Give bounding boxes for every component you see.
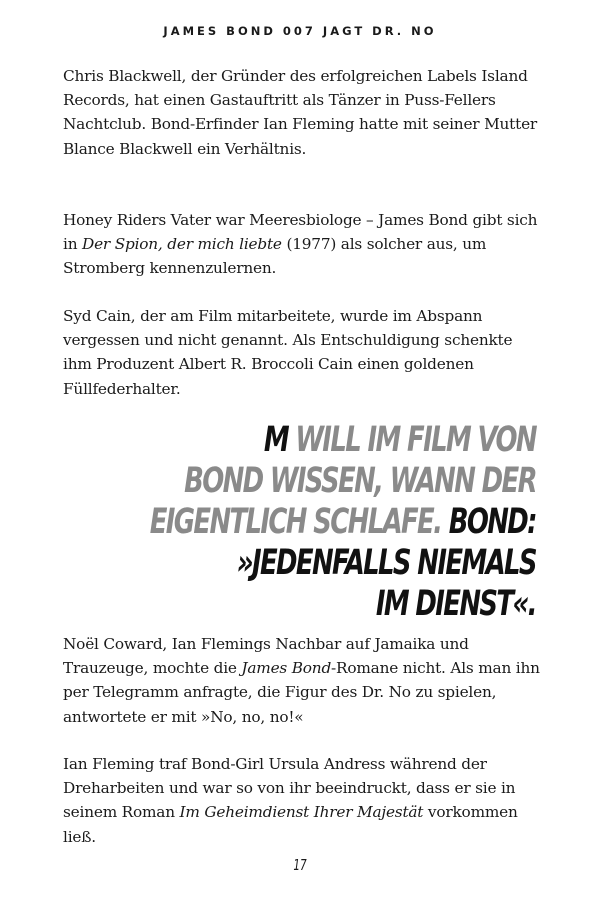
quote-text: EIGENTLICH SCHLAFE. (149, 502, 449, 542)
novel-title: Im Geheimdienst Ihrer Majestät (179, 803, 424, 822)
running-header: JAMES BOND 007 JAGT DR. NO (163, 24, 437, 38)
paragraph-text: -Romane nicht. Als man ihn per Telegramm anfragte, die Figur des Dr. No zu spielen, antwortete er mit »No, no, no!« (63, 659, 540, 726)
paragraph-text: (1977) als solcher aus, um Stromberg kennenzulernen. (63, 235, 487, 278)
quote-speaker: BOND: (448, 502, 536, 542)
pull-quote-line: IM DIENST«. (375, 584, 536, 624)
quote-text: WILL IM FILM VON (288, 420, 536, 460)
paragraph-honey-rider (63, 208, 543, 281)
pull-quote-line: »JEDENFALLS NIEMALS (236, 543, 536, 583)
film-title: Der Spion, der mich liebte (82, 235, 282, 254)
paragraph-text: Ian Fleming traf Bond-Girl Ursula Andress während der Dreharbeiten und war so von ihr beeindruckt, dass er sie in seinem Roman (63, 755, 516, 822)
paragraph-text: vorkommen ließ. (63, 803, 518, 846)
pull-quote (150, 420, 536, 625)
paragraph-blackwell: Chris Blackwell, der Gründer des erfolgreichen Labels Island Records, hat einen Gastauftritt als Tänzer in Puss-Fellers Nachtclub. Bond-Erfinder Ian Fleming hatte mit seiner Mutter Blance Blackwell ein Verhältnis. (63, 67, 538, 158)
pull-quote-line (150, 502, 536, 543)
paragraph-text: Noël Coward, Ian Flemings Nachbar auf Jamaika und Trauzeuge, mochte die (63, 635, 469, 678)
paragraph-ursula-andress (63, 752, 543, 849)
paragraph-text: Honey Riders Vater war Meeresbiologe – James Bond gibt sich in (63, 211, 538, 254)
quote-speaker: M (263, 420, 289, 460)
page-number: 17 (293, 856, 307, 874)
book-title: James Bond (241, 659, 332, 678)
pull-quote-line (150, 420, 536, 461)
paragraph-syd-cain: Syd Cain, der am Film mitarbeitete, wurde im Abspann vergessen und nicht genannt. Als Entschuldigung schenkte ihm Produzent Albert R. Broccoli Cain einen goldenen Füllfederhalter. (63, 307, 513, 398)
paragraph-noel-coward (63, 632, 543, 729)
pull-quote-line: BOND WISSEN, WANN DER (184, 461, 536, 501)
